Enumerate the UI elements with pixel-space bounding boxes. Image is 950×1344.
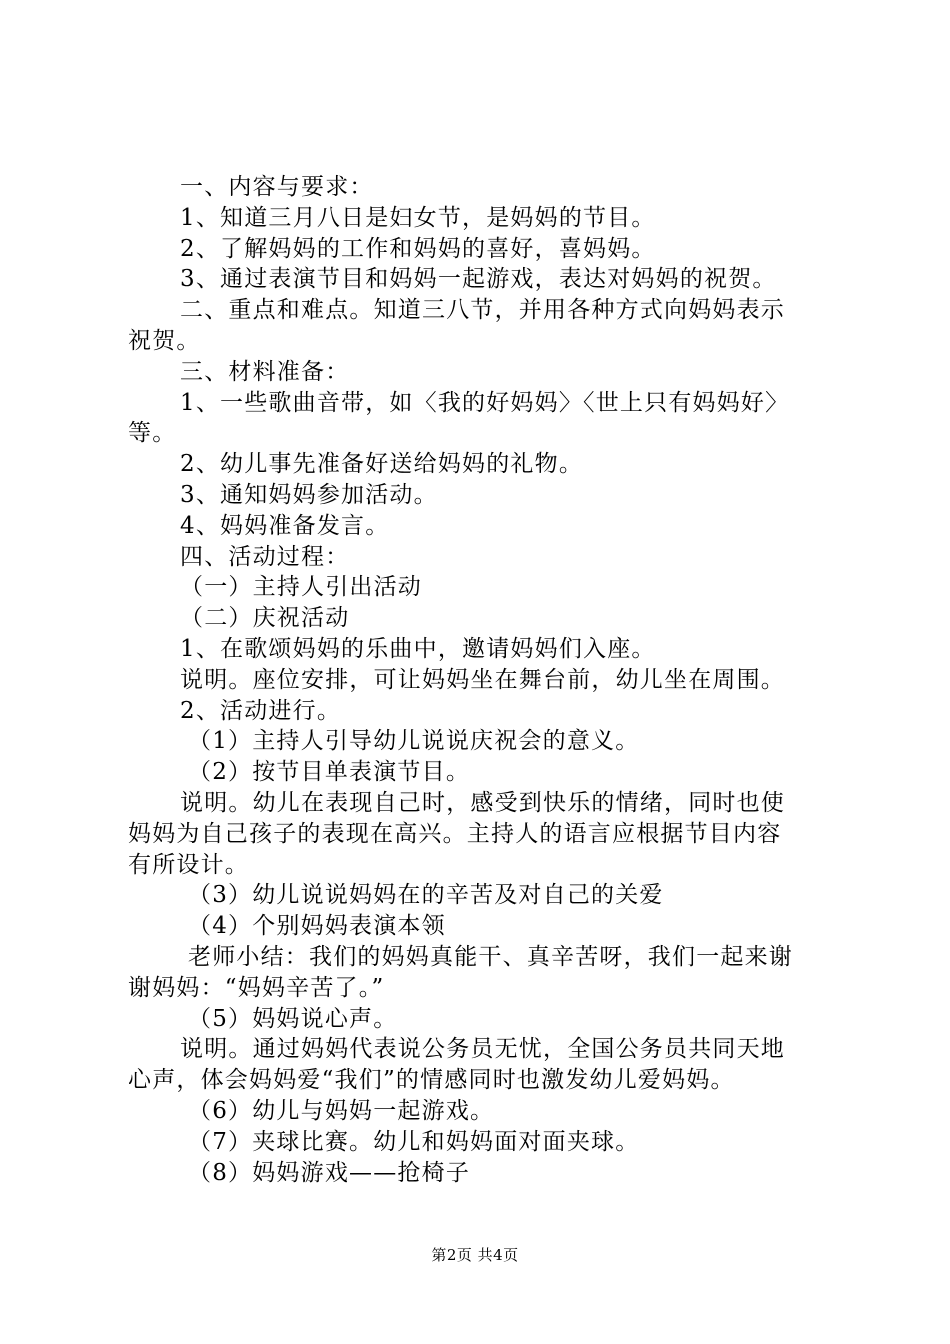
list-item: （5）妈妈说心声。 xyxy=(188,1005,398,1032)
paragraph-line: 1、知道三月八日是妇女节，是妈妈的节目。 xyxy=(180,204,656,231)
list-item: （7）夹球比赛。幼儿和妈妈面对面夹球。 xyxy=(188,1128,640,1155)
document-body xyxy=(128,172,838,1188)
subsection-heading: （二）庆祝活动 xyxy=(180,605,350,632)
paragraph-line: 2、了解妈妈的工作和妈妈的喜好，喜妈妈。 xyxy=(180,235,656,262)
paragraph-line: 2、幼儿事先准备好送给妈妈的礼物。 xyxy=(180,451,584,478)
list-item: （6）幼儿与妈妈一起游戏。 xyxy=(188,1097,495,1124)
paragraph-line: 3、通过表演节目和妈妈一起游戏，表达对妈妈的祝贺。 xyxy=(180,266,777,293)
subsection-heading: （一）主持人引出活动 xyxy=(180,574,422,601)
list-item: （3）幼儿说说妈妈在的辛苦及对自己的关爱 xyxy=(188,882,664,909)
section-heading-content: 一、内容与要求： xyxy=(180,174,374,200)
section-heading-key-points: 二、重点和难点。知道三八节，并用各种方式向妈妈表示 xyxy=(180,297,785,324)
paragraph-line: 1、在歌颂妈妈的乐曲中，邀请妈妈们入座。 xyxy=(180,635,656,662)
paragraph-line: 1、一些歌曲音带，如〈我的好妈妈〉〈世上只有妈妈好〉 xyxy=(180,389,790,416)
list-item: （1）主持人引导幼儿说说庆祝会的意义。 xyxy=(188,728,640,755)
section-heading-materials: 三、材料准备： xyxy=(180,358,350,385)
paragraph-line: 心声，体会妈妈爱“我们”的情感同时也激发幼儿爱妈妈。 xyxy=(128,1067,735,1094)
paragraph-line: 祝贺。 xyxy=(128,327,201,354)
paragraph-line: 3、通知妈妈参加活动。 xyxy=(180,481,438,508)
paragraph-line: 妈妈为自己孩子的表现在高兴。主持人的语言应根据节目内容 xyxy=(128,820,782,847)
note-line: 说明。座位安排，可让妈妈坐在舞台前，幼儿坐在周围。 xyxy=(180,666,785,693)
paragraph-line: 等。 xyxy=(128,420,177,447)
note-line: 说明。通过妈妈代表说公务员无忧，全国公务员共同天地 xyxy=(180,1036,785,1063)
page-footer: 第2页 共4页 xyxy=(431,1246,519,1264)
paragraph-line: 谢妈妈：“妈妈辛苦了。” xyxy=(128,974,385,1001)
paragraph-line: 4、妈妈准备发言。 xyxy=(180,512,390,539)
list-item: （4）个别妈妈表演本领 xyxy=(188,913,446,940)
list-item: （8）妈妈游戏——抢椅子 xyxy=(188,1159,471,1186)
section-heading-process: 四、活动过程： xyxy=(180,543,350,570)
note-line: 说明。幼儿在表现自己时，感受到快乐的情绪，同时也使 xyxy=(180,789,785,816)
summary-line: 老师小结：我们的妈妈真能干、真辛苦呀，我们一起来谢 xyxy=(188,943,793,970)
list-item: （2）按节目单表演节目。 xyxy=(188,759,471,786)
paragraph-line: 有所设计。 xyxy=(128,851,249,878)
paragraph-line: 2、活动进行。 xyxy=(180,697,342,724)
